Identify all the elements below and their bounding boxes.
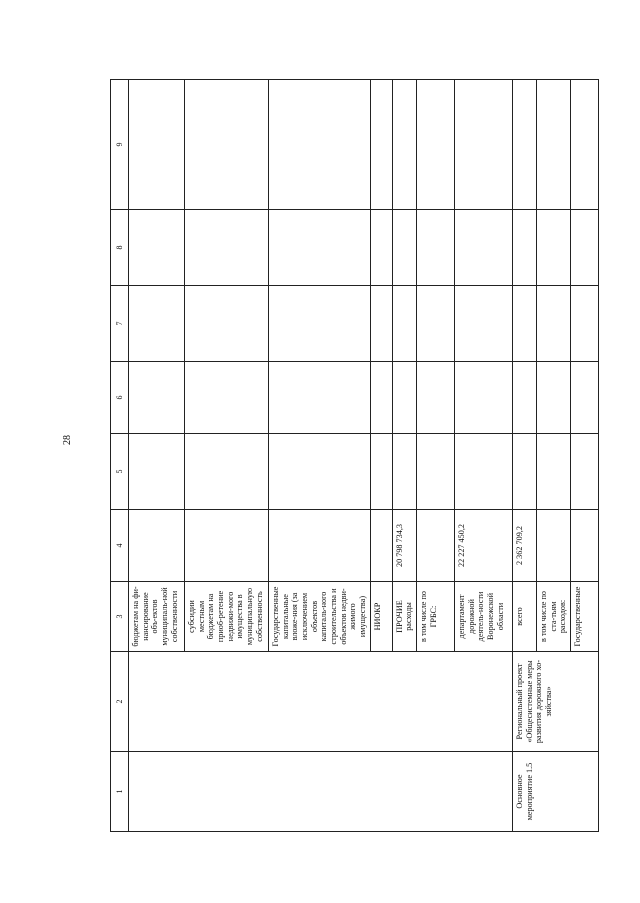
cell-empty xyxy=(513,362,537,434)
cell-amount: 2 362 709,2 xyxy=(513,510,537,582)
cell-measure-name: Основное мероприятие 1.5 xyxy=(513,752,599,832)
cell-expense-type: субсидии местным бюджетам на приоб-ретение недвижи-мого имущества в муниципальную собственность xyxy=(185,582,269,652)
cell-empty xyxy=(129,80,185,210)
column-header-1: 1 xyxy=(111,752,129,832)
cell-empty xyxy=(370,286,392,362)
cell-empty xyxy=(417,434,455,510)
cell-empty xyxy=(392,210,416,286)
cell-amount xyxy=(370,510,392,582)
cell-empty xyxy=(129,210,185,286)
page-number: 28 xyxy=(62,435,73,445)
cell-empty xyxy=(185,362,269,434)
cell-col1-empty xyxy=(129,752,513,832)
cell-empty xyxy=(392,80,416,210)
cell-empty xyxy=(537,80,571,210)
cell-empty xyxy=(269,210,371,286)
cell-amount xyxy=(269,510,371,582)
cell-empty xyxy=(537,434,571,510)
cell-empty xyxy=(571,80,599,210)
cell-empty xyxy=(417,362,455,434)
column-header-4: 4 xyxy=(111,510,129,582)
cell-empty xyxy=(455,210,513,286)
cell-project-name: Региональный проект «Общесистемные меры развития дорожного хо-зяйства» xyxy=(513,652,599,752)
cell-empty xyxy=(129,362,185,434)
cell-empty xyxy=(370,362,392,434)
cell-empty xyxy=(455,80,513,210)
cell-expense-type: Государственные xyxy=(571,582,599,652)
cell-empty xyxy=(129,286,185,362)
column-header-2: 2 xyxy=(111,652,129,752)
cell-amount xyxy=(129,510,185,582)
cell-empty xyxy=(370,80,392,210)
cell-expense-type: Государственные капитальные вложе-ния (за исключением объектов капиталь-ного строительства и объектов недви-жимого имущества) xyxy=(269,582,371,652)
budget-table-sheet xyxy=(110,80,585,832)
cell-empty xyxy=(129,434,185,510)
cell-empty xyxy=(370,210,392,286)
cell-amount xyxy=(185,510,269,582)
cell-empty xyxy=(571,434,599,510)
cell-empty xyxy=(269,286,371,362)
cell-amount xyxy=(537,510,571,582)
cell-empty xyxy=(537,210,571,286)
cell-empty xyxy=(455,286,513,362)
cell-expense-type: бюджетам на фи-нансирование объ-ектов муниципаль-ной собственности xyxy=(129,582,185,652)
cell-empty xyxy=(417,286,455,362)
cell-empty xyxy=(571,286,599,362)
cell-empty xyxy=(392,434,416,510)
cell-empty xyxy=(185,210,269,286)
cell-empty xyxy=(513,210,537,286)
cell-empty xyxy=(537,362,571,434)
cell-empty xyxy=(269,80,371,210)
column-header-7: 7 xyxy=(111,286,129,362)
cell-amount xyxy=(571,510,599,582)
cell-amount: 22 227 450,2 xyxy=(455,510,513,582)
column-header-9: 9 xyxy=(111,80,129,210)
cell-empty xyxy=(185,80,269,210)
budget-table xyxy=(110,79,599,832)
cell-empty xyxy=(571,210,599,286)
cell-empty xyxy=(417,80,455,210)
cell-expense-type: в том числе по ГРБС: xyxy=(417,582,455,652)
header-row xyxy=(111,80,129,832)
cell-empty xyxy=(417,210,455,286)
cell-col2-empty xyxy=(129,652,513,752)
cell-empty xyxy=(455,362,513,434)
cell-empty xyxy=(392,362,416,434)
cell-empty xyxy=(185,286,269,362)
cell-expense-type: ПРОЧИЕ расходы xyxy=(392,582,416,652)
cell-empty xyxy=(455,434,513,510)
cell-empty xyxy=(370,434,392,510)
cell-empty xyxy=(392,286,416,362)
table-row xyxy=(513,80,537,832)
cell-empty xyxy=(269,362,371,434)
cell-amount xyxy=(417,510,455,582)
cell-empty xyxy=(185,434,269,510)
cell-empty xyxy=(513,286,537,362)
cell-expense-type: департамент дорожной деятель-ности Воронежской области xyxy=(455,582,513,652)
cell-empty xyxy=(537,286,571,362)
column-header-5: 5 xyxy=(111,434,129,510)
cell-empty xyxy=(513,80,537,210)
column-header-3: 3 xyxy=(111,582,129,652)
cell-empty xyxy=(269,434,371,510)
column-header-6: 6 xyxy=(111,362,129,434)
cell-empty xyxy=(571,362,599,434)
cell-empty xyxy=(513,434,537,510)
column-header-8: 8 xyxy=(111,210,129,286)
cell-amount: 20 798 734,3 xyxy=(392,510,416,582)
table-row xyxy=(129,80,185,832)
cell-expense-type: в том числе по ста-тьям расходов: xyxy=(537,582,571,652)
cell-expense-type: НИОКР xyxy=(370,582,392,652)
cell-expense-type: всего xyxy=(513,582,537,652)
